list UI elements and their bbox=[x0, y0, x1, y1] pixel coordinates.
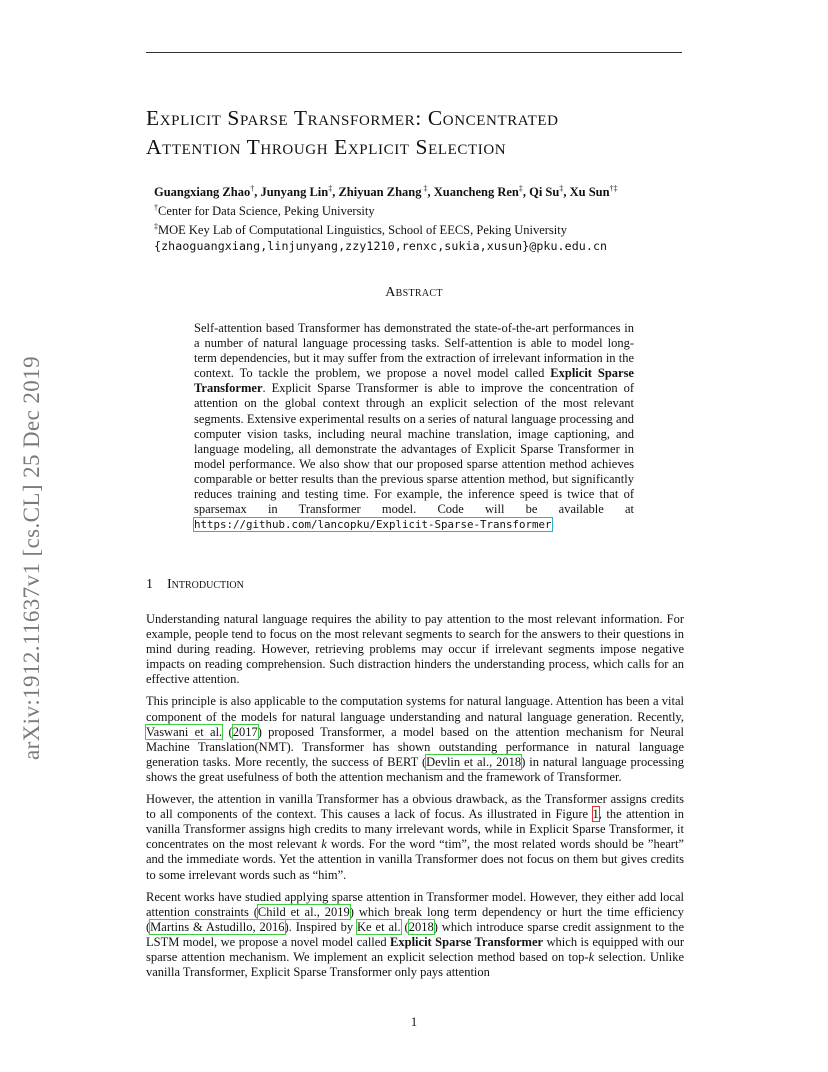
citation-link[interactable]: Martins & Astudillo, 2016 bbox=[150, 919, 285, 934]
author-name: Junyang Lin bbox=[260, 185, 329, 200]
citation-link[interactable]: Child et al., 2019 bbox=[257, 904, 350, 919]
affiliation-2: ‡MOE Key Lab of Computational Linguistics, School of EECS, Peking University bbox=[154, 222, 567, 238]
model-name-bold: Explicit Sparse Transformer bbox=[390, 934, 544, 949]
abstract-text: Self-attention based Transformer has demonstrated the state-of-the-art performances in a number of natural language processing tasks. Self-attention is able to model long-term dependencies, but it may suffer from the extraction of irrelevant information in the context. To tackle the problem, we propose a novel model called Explicit Sparse Transformer. Explicit Sparse Transformer is able to improve the concentration of attention on the global context through an explicit selection of the most relevant segments. Extensive experimental results on a series of natural language processing and computer vision tasks, including neural machine translation, image captioning, and language modeling, all demonstrate the advantages of Explicit Sparse Transformer in model performance. We also show that our proposed sparse attention method achieves comparable or better results than the previous sparse attention method, but significantly reduces training and testing time. For example, the inference speed is twice that of sparsemax in Transformer model. Code will be available at https://github.com/lancopku/Explicit-Sparse-Transformer bbox=[194, 321, 634, 532]
author-name: Xu Sun bbox=[569, 185, 610, 200]
affiliation-1: †Center for Data Science, Peking University bbox=[154, 203, 375, 219]
abstract-heading: Abstract bbox=[385, 285, 443, 300]
paragraph: Recent works have studied applying sparse attention in Transformer model. However, they either add local attention constraints (Child et al., 2019) which break long term dependency or hurt the time efficiency (Martins & Astudillo, 2016). Inspired by Ke et al. (2018) which introduce sparse credit assignment to the LSTM model, we propose a novel model called Explicit Sparse Transformer which is equipped with our sparse attention mechanism. We implement an explicit selection method based on top-k selection. Unlike vanilla Transformer, Explicit Sparse Transformer only pays attention bbox=[146, 889, 685, 980]
arxiv-stamp[interactable]: arXiv:1912.11637v1 [cs.CL] 25 Dec 2019 bbox=[19, 356, 44, 760]
code-url-link[interactable]: https://github.com/lancopku/Explicit-Sparse-Transformer bbox=[194, 518, 552, 532]
author-name: Qi Su bbox=[529, 185, 560, 200]
author-mark: †‡ bbox=[609, 184, 618, 193]
author-mark: † bbox=[250, 184, 255, 193]
author-name: Guangxiang Zhao bbox=[154, 185, 251, 200]
citation-link[interactable]: 2017 bbox=[232, 724, 258, 739]
citation-link[interactable]: Vaswani et al. bbox=[146, 724, 223, 739]
paper-title bbox=[146, 104, 706, 162]
body-text bbox=[146, 612, 684, 987]
author-mark: ‡ bbox=[421, 184, 428, 193]
author-mark: ‡ bbox=[518, 184, 523, 193]
title-line-2: Attention Through Explicit Selection bbox=[146, 135, 507, 159]
author-name: Zhiyuan Zhang bbox=[338, 185, 422, 200]
author-block bbox=[154, 181, 694, 254]
model-name-bold: Explicit Sparse Transformer bbox=[194, 366, 634, 396]
top-rule bbox=[146, 52, 682, 53]
section-heading bbox=[146, 577, 244, 593]
author-name: Xuancheng Ren bbox=[433, 185, 519, 200]
section-title: Introduction bbox=[167, 577, 244, 592]
section-number: 1 bbox=[146, 577, 153, 592]
author-emails: {zhaoguangxiang,linjunyang,zzy1210,renxc,sukia,xusun}@pku.edu.cn bbox=[154, 239, 608, 254]
citation-link[interactable]: Devlin et al., 2018 bbox=[426, 754, 522, 769]
author-mark: ‡ bbox=[559, 184, 564, 193]
paragraph: This principle is also applicable to the computation systems for natural language. Attention has been a vital component of the models for natural language understanding and natural language generation. Recently, Vaswani et al. (2017) proposed Transformer, a model based on the attention mechanism for Neural Machine Translation(NMT). Transformer has shown outstanding performance in natural language generation tasks. More recently, the success of BERT (Devlin et al., 2018) in natural language processing shows the great usefulness of both the attention mechanism and the framework of Transformer. bbox=[146, 694, 685, 784]
paragraph: Understanding natural language requires the ability to pay attention to the most relevant information. For example, people tend to focus on the most relevant segments to search for the answers to their questions in mind during reading. However, retrieving problems may occur if irrelevant segments impose negative impacts on reading comprehension. Such distraction hinders the understanding process, which calls for an effective attention. bbox=[146, 612, 684, 687]
page-number: 1 bbox=[410, 1015, 418, 1029]
citation-link[interactable]: Ke et al. bbox=[357, 919, 401, 934]
citation-link[interactable]: 2018 bbox=[408, 919, 434, 934]
author-names: Guangxiang Zhao†, Junyang Lin‡, Zhiyuan Zhang ‡, Xuancheng Ren‡, Qi Su‡, Xu Sun†‡ bbox=[154, 184, 618, 200]
figure-reference-link[interactable]: 1 bbox=[592, 807, 599, 822]
title-line-1: Explicit Sparse Transformer: Concentrated bbox=[146, 106, 559, 130]
paragraph: However, the attention in vanilla Transformer has a obvious drawback, as the Transformer assigns credits to all components of the context. This causes a lack of focus. As illustrated in Figure 1, the attention in vanilla Transformer assigns high credits to many irrelevant words, while in Explicit Sparse Transformer, it concentrates on the most relevant k words. For the word “tim”, the most related words should be ”heart” and the immediate words. Yet the attention in vanilla Transformer does not focus on them but gives credits to some irrelevant words such as “him”. bbox=[146, 792, 684, 882]
author-mark: ‡ bbox=[328, 184, 333, 193]
